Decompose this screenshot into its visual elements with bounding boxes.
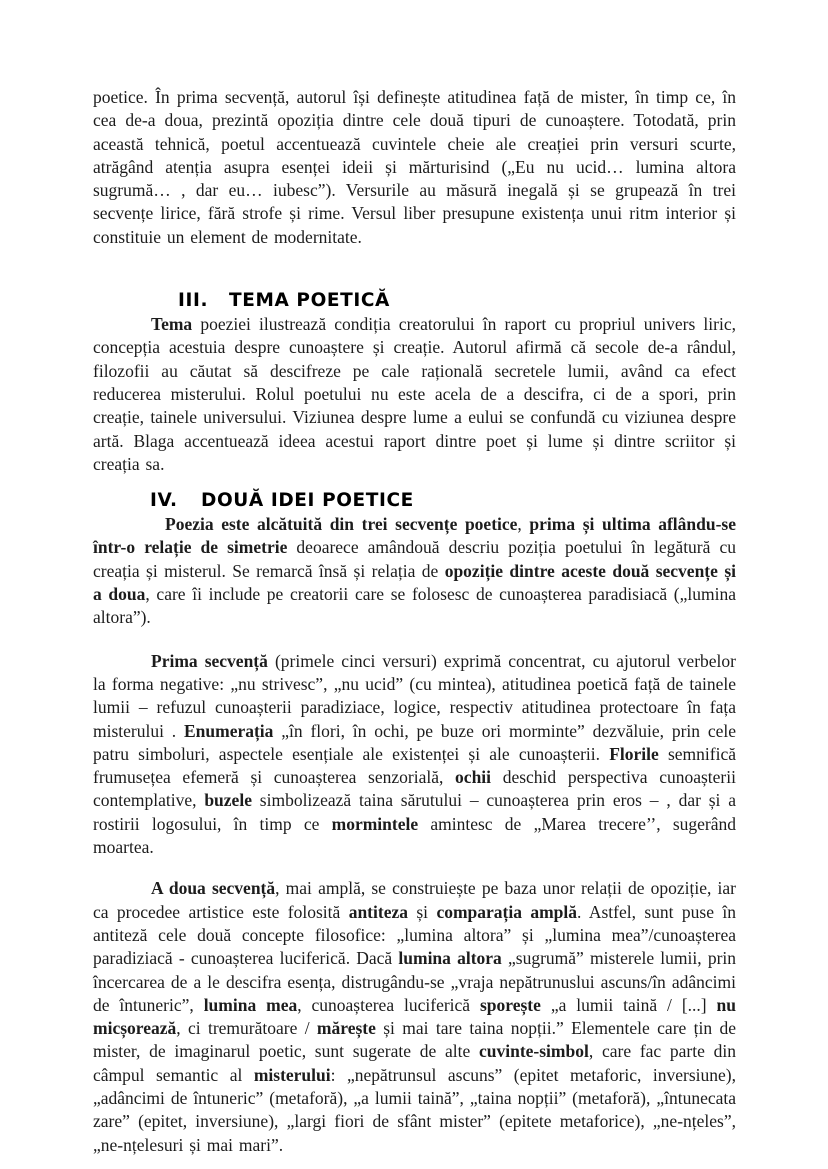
text-run: (primele cinci versuri) exprimă concentrat, cu ajutorul verbelor la forma negative: „nu strivesc”, „nu ucid” (cu mintea), atitudinea poetică față de tainele lumii – refuzul cunoașterii paradiziace, logice, respectiv atitudinea protectoare în fața misterului . <box>93 650 736 741</box>
paragraph-versification <box>93 86 736 249</box>
paragraph-tema <box>93 313 736 476</box>
section-heading-doua-idei-poetice <box>93 489 736 513</box>
bold-text-run: comparația amplă <box>436 901 578 922</box>
text-run: . Astfel, sunt puse în antiteză cele două concepte filosofice: „lumina altora” și „lumina mea”/cunoașterea paradiziacă - cunoașterea luciferică. Dacă <box>93 901 736 969</box>
text-run: simbolizează taina sărutului – cunoașterea prin eros – , dar și a rostirii logosului, în timp ce <box>93 790 736 834</box>
bold-text-run: Tema <box>151 314 193 335</box>
text-run: poetice. În prima secvență, autorul își definește atitudinea față de mister, în timp ce, în cea de-a doua, prezintă opoziția dintre cele două tipuri de cunoaștere. Totodată, prin această tehnică, poetul accentuează cuvintele cheie ale creației prin versuri scurte, atrăgând atenția asupra esenței ideii și mărturisind („Eu nu ucid… lumina altora sugrumă… , dar eu… iubesc”). Versurile au măsură inegală și se grupează în trei secvențe lirice, fără strofe și rime. Versul liber presupune existența unui ritm interior și constituie un element de modernitate. <box>93 87 736 247</box>
paragraph-a-doua-secventa <box>93 877 736 1157</box>
text-run: , mai amplă, se construiește pe baza unor relații de opoziție, iar ca procedee artistice este folosită <box>93 878 737 922</box>
paragraph-prima-secventa <box>93 650 736 860</box>
section-title-tema-poetica: TEMA POETICĂ <box>229 290 390 312</box>
bold-text-run: mărește <box>316 1018 376 1039</box>
text-run: , care îi include pe creatorii care se folosesc de cunoașterea paradisiacă („lumina altora”). <box>93 584 736 628</box>
bold-text-run: mormintele <box>331 813 419 834</box>
bold-text-run: ochii <box>455 767 492 788</box>
text-run: deoarece amândouă descriu poziția poetului în legătură cu creația și misterul. Se remarcă însă și relația de <box>93 537 736 581</box>
bold-text-run: prima și ultima aflându-se într-o relație de simetrie <box>93 514 736 558</box>
bold-text-run: cuvinte-simbol <box>478 1041 589 1062</box>
text-run: poeziei ilustrează condiția creatorului în raport cu propriul univers liric, concepția acestuia despre cunoaștere și creație. Autorul afirmă că secole de-a rândul, filozofii au căutat să descifreze pe cale rațională secretele lumii, având ca efect reducerea misterului. Rolul poetului nu este acela de a descifra, ci de a spori, prin creație, tainele universului. Viziunea despre lume a eului se confundă cu viziunea despre artă. Blaga accentuează ideea acestui raport dintre poet și lume și dintre scriitor și creația sa. <box>93 314 736 474</box>
bold-text-run: buzele <box>204 790 252 811</box>
text-run: și <box>407 901 437 922</box>
bold-text-run: sporește <box>479 994 541 1015</box>
bold-text-run: lumina altora <box>398 948 502 969</box>
bold-text-run: Enumerația <box>183 720 274 741</box>
text-run: amintesc de „Marea trecere’’, sugerând moartea. <box>93 813 736 858</box>
section-heading-tema-poetica <box>93 289 736 313</box>
bold-text-run: Poezia este alcătuită din trei secvențe poetice <box>165 514 518 535</box>
text-run: „a lumii taină / [...] <box>540 994 717 1015</box>
section-number-iv: IV. <box>150 490 178 512</box>
text-run: deschid perspectiva cunoașterii contemplative, <box>93 767 736 811</box>
bold-text-run: Florile <box>609 743 659 764</box>
section-title-doua-idei-poetice: DOUĂ IDEI POETICE <box>201 490 414 512</box>
text-run: , care fac parte din câmpul semantic al <box>93 1041 736 1085</box>
text-run: „în flori, în ochi, pe buze ori morminte” dezvăluie, prin cele patru simboluri, aspectele esențiale ale existenței și ale cunoașterii. <box>93 720 737 764</box>
bold-text-run: misterului <box>253 1064 331 1085</box>
bold-text-run: A doua secvență <box>151 878 276 899</box>
bold-text-run: opoziție dintre aceste două secvențe și a doua <box>93 560 736 605</box>
text-run: : „nepătrunsul ascuns” (epitet metaforic, inversiune), „adâncimi de întuneric” (metaforă), „a lumii taină”, „taina nopții” (metaforă), „întunecata zare” (epitet, inversiune), „largi fiori de sfânt mister” (epitete metaforice), „ne-nțeles”, „ne-nțelesuri și mai mari”. <box>93 1064 736 1155</box>
bold-text-run: lumina mea <box>203 994 298 1015</box>
text-run: , ci tremurătoare / <box>176 1018 317 1039</box>
bold-text-run: antiteza <box>348 901 408 922</box>
section-number-iii: III. <box>178 290 209 312</box>
paragraph-poezia-structura <box>93 513 736 629</box>
text-run: și mai tare taina nopții.” Elementele care țin de mister, de imaginarul poetic, sunt sugerate de alte <box>93 1018 736 1062</box>
text-run: „sugrumă” misterele lumii, prin încercarea de a le descifra esența, distrugându-se „vraja nepătrunuslui ascuns/în adâncimi de întuneric”, <box>93 948 737 1015</box>
text-run: semnifică frumusețea efemeră și cunoașterea senzorială, <box>93 743 737 788</box>
text-run: , cunoașterea luciferică <box>297 994 480 1015</box>
bold-text-run: Prima secvență <box>151 650 268 671</box>
text-run: , <box>517 514 530 535</box>
bold-text-run: nu micșorează <box>93 994 736 1039</box>
